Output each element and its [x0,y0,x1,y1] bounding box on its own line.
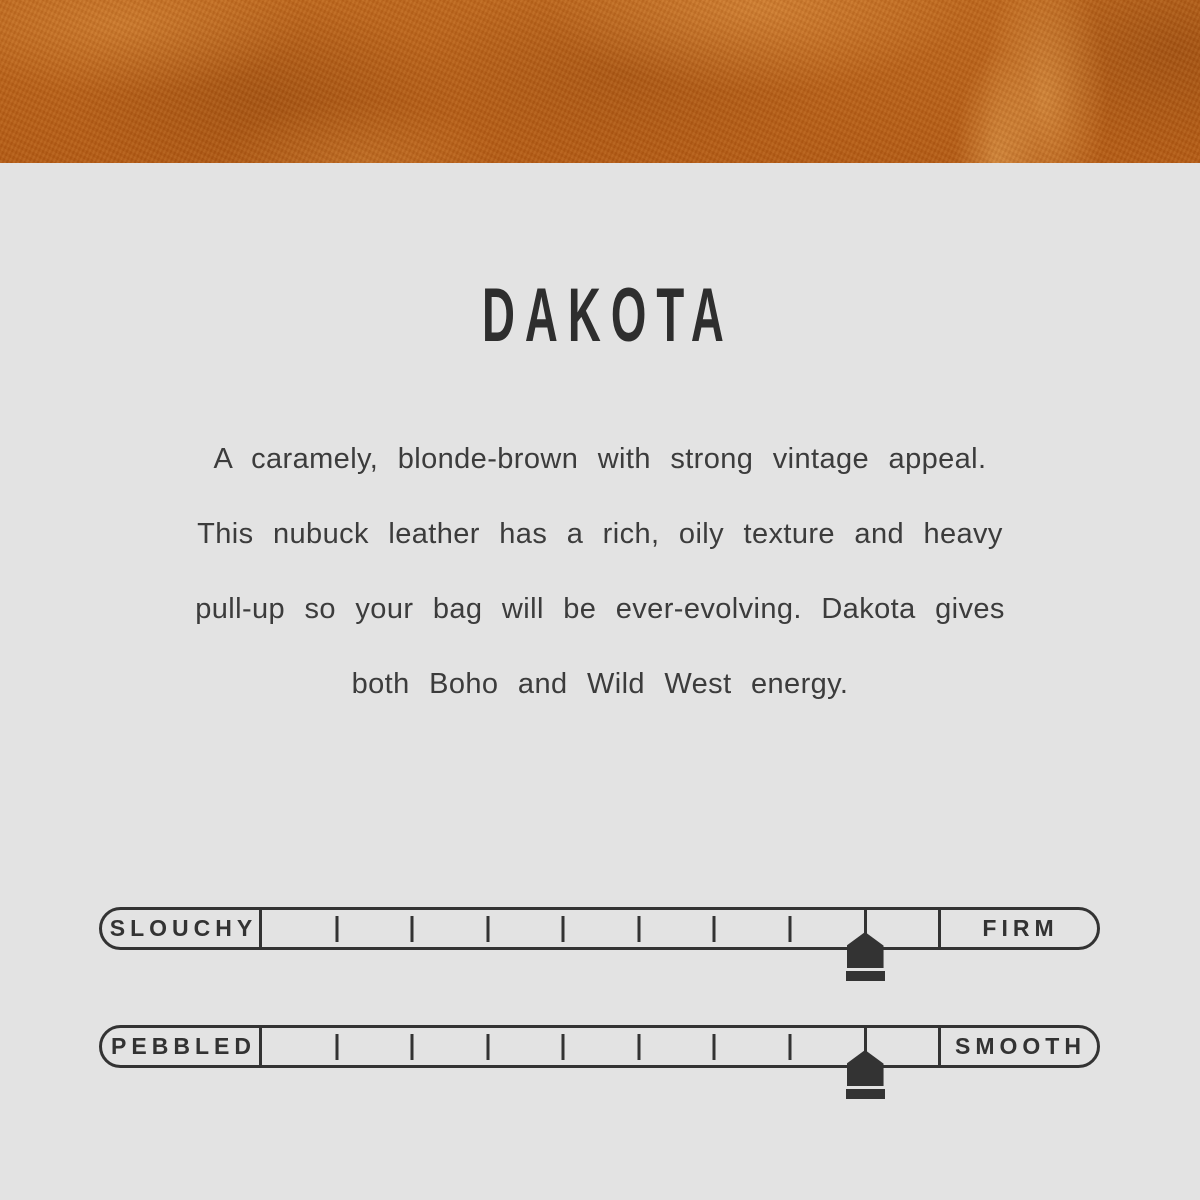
marker-tick-icon [864,910,867,934]
leather-description [100,422,1100,722]
firmness-scale [99,907,1100,950]
marker-arrow-icon [847,1050,884,1086]
scale-right-label: FIRM [982,915,1059,941]
scale-tick [788,1034,791,1060]
scale-tick [562,1034,565,1060]
marker-base-icon [846,971,885,981]
scale-tick [486,916,489,942]
scale-tick [713,916,716,942]
scale-tick [637,1034,640,1060]
scale-tick [335,916,338,942]
marker-base-icon [846,1089,885,1099]
firmness-scale-track [99,907,1100,950]
scale-tick [637,916,640,942]
scale-left-label: SLOUCHY [109,915,258,941]
texture-scale [99,1025,1100,1068]
scale-tick [788,916,791,942]
scale-left-label: PEBBLED [111,1033,256,1059]
marker-arrow-icon [847,932,884,968]
leather-texture-image [0,0,1200,163]
leather-name-title: DAKOTA [482,273,735,358]
scale-divider-left [259,910,262,947]
scale-tick [713,1034,716,1060]
texture-scale-track [99,1025,1100,1068]
scale-tick [486,1034,489,1060]
description-line: This nubuck leather has a rich, oily texture and heavy [197,518,1003,550]
description-line: both Boho and Wild West energy. [351,668,849,700]
scale-divider-left [259,1028,262,1065]
description-line: A caramely, blonde-brown with strong vintage appeal. [213,443,987,475]
scale-right-label: SMOOTH [955,1033,1086,1059]
scale-tick [562,916,565,942]
scale-tick [335,1034,338,1060]
description-line: pull-up so your bag will be ever-evolving. Dakota gives [195,593,1005,625]
page-title [0,273,1200,358]
scale-tick [411,916,414,942]
scale-tick [411,1034,414,1060]
marker-tick-icon [864,1028,867,1052]
